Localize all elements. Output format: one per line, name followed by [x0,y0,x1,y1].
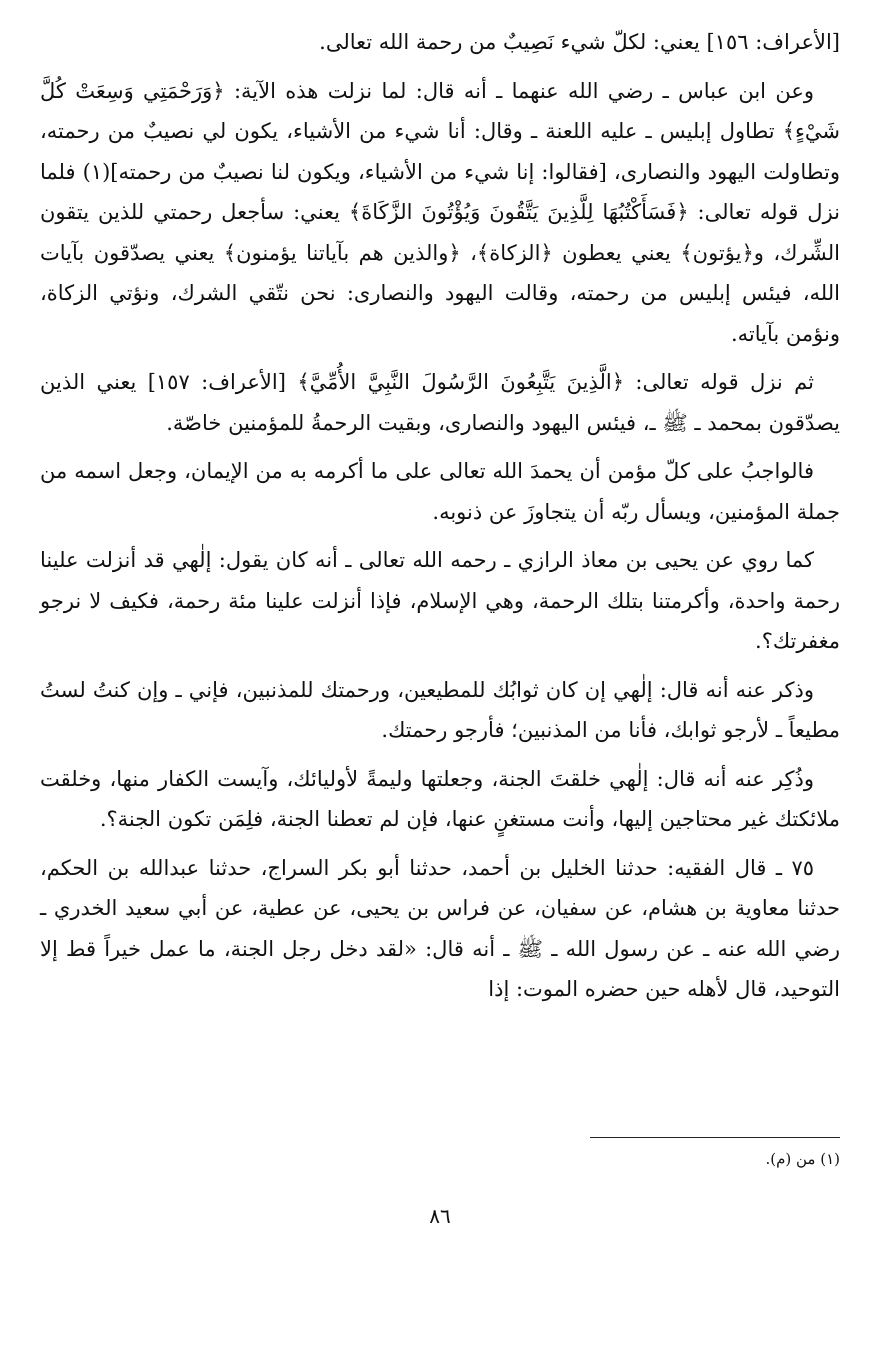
paragraph-paradise: وذُكِر عنه أنه قال: إلٰهي خلقتَ الجنة، وجعلتها وليمةً لأوليائك، وآيست الكفار منها، وخلقت ملائكتك غير محتاجين إليها، وأنت مستغنٍ عنها، فإن لم تعطنا الجنة، فلِمَن تكون الجنة؟. [40,766,840,831]
paragraph-yahya-razi: كما روي عن يحيى بن معاذ الرازي ـ رحمه الله تعالى ـ أنه كان يقول: إلٰهي قد أنزلت علينا رحمة واحدة، وأكرمتنا بتلك الرحمة، وهي الإسلام، فإذا أنزلت علينا مئة رحمة، فكيف لا نرجو مغفرتك؟. [40,548,840,653]
paragraph-obligation: فالواجبُ على كلّ مؤمن أن يحمدَ الله تعالى على ما أكرمه به من الإيمان، وجعل اسمه من جملة المؤمنين، ويسأل ربّه أن يتجاوزَ عن ذنوبه. [40,459,840,524]
page-number: ٨٦ [429,1204,451,1228]
paragraph-ibn-abbas: وعن ابن عباس ـ رضي الله عنهما ـ أنه قال: لما نزلت هذه الآية: ﴿وَرَحْمَتِي وَسِعَتْ كُلَّ شَيْءٍ﴾ تطاول إبليس ـ عليه اللعنة ـ وقال: أنا شيء من الأشياء، يكون لي نصيبٌ من رحمته، وتطاولت اليهود والنصارى، [فقالوا: إنا شيء من الأشياء، ويكون لنا نصيبٌ من رحمته](١) فلما نزل قوله تعالى: ﴿فَسَأَكْتُبُهَا لِلَّذِينَ يَتَّقُونَ وَيُؤْتُونَ الزَّكَاةَ﴾ يعني: سأجعل رحمتي للذين يتقون الشِّرك، و﴿يؤتون﴾ يعني يعطون ﴿الزكاة﴾، ﴿والذين هم بآياتنا يؤمنون﴾ يعني يصدّقون بآيات الله، فيئس إبليس من رحمته، وقالت اليهود والنصارى: نحن نتّقي الشرك، ونؤتي الزكاة، ونؤمن بآياته. [40,78,840,346]
footnote: (١) من (م). [765,1150,840,1168]
footnote-divider [590,1137,840,1138]
paragraph-verse-ending: [الأعراف: ١٥٦] يعني: لكلّ شيء نَصِيبٌ من رحمة الله تعالى. [319,30,840,54]
paragraph-verse-157: ثم نزل قوله تعالى: ﴿الَّذِينَ يَتَّبِعُونَ الرَّسُولَ النَّبِيَّ الأُمِّيَّ﴾ [الأعراف: ١٥٧] يعني الذين يصدّقون بمحمد ـ ﷺ ـ، فيئس اليهود والنصارى، وبقيت الرحمةُ للمؤمنين خاصّة. [40,370,840,435]
paragraph-reward: وذكر عنه أنه قال: إلٰهي إن كان ثوابُك للمطيعين، ورحمتك للمذنبين، فإني ـ وإن كنتُ لستُ مطيعاً ـ لأرجو ثوابك، فأنا من المذنبين؛ فأرجو رحمتك. [40,677,840,742]
paragraph-hadith-75: ٧٥ ـ قال الفقيه: حدثنا الخليل بن أحمد، حدثنا أبو بكر السراج، حدثنا عبدالله بن الحكم، حدثنا معاوية بن هشام، عن سفيان، عن فراس بن يحيى، عن عطية، عن أبي سعيد الخدري ـ رضي الله عنه ـ عن رسول الله ـ ﷺ ـ أنه قال: «لقد دخل رجل الجنة، ما عمل خيراً قط إلا التوحيد، قال لأهله حين حضره الموت: إذا [40,855,840,1001]
book-page [40,22,840,1342]
